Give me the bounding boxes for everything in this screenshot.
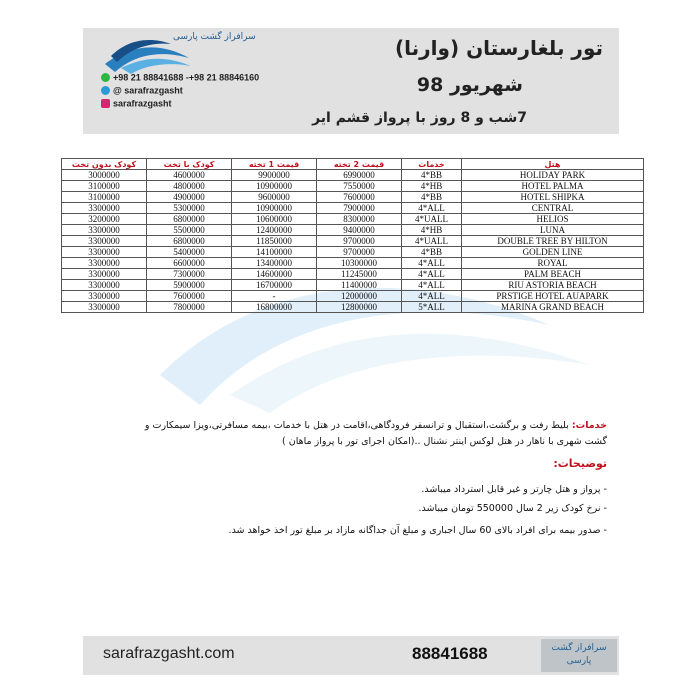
table-cell: 6800000 — [147, 214, 232, 225]
hotel-name-cell: GOLDEN LINE — [462, 247, 644, 258]
hotel-name-cell: RIU ASTORIA BEACH — [462, 280, 644, 291]
table-cell: 3300000 — [62, 247, 147, 258]
table-cell: 5300000 — [147, 203, 232, 214]
phone-numbers: +98 21 88841688 -+98 21 88846160 — [113, 72, 260, 83]
table-row — [62, 269, 644, 280]
table-cell: 12400000 — [232, 225, 317, 236]
table-cell: 6990000 — [317, 170, 402, 181]
telegram-icon — [101, 86, 110, 95]
hotel-rates-table — [61, 158, 644, 313]
table-cell: 16700000 — [232, 280, 317, 291]
table-cell: 9700000 — [317, 247, 402, 258]
table-cell: 13400000 — [232, 258, 317, 269]
table-row — [62, 302, 644, 313]
table-cell: 10300000 — [317, 258, 402, 269]
table-row — [62, 192, 644, 203]
table-cell: 3300000 — [62, 203, 147, 214]
table-cell: 14600000 — [232, 269, 317, 280]
whatsapp-icon — [101, 73, 110, 82]
table-cell: 5500000 — [147, 225, 232, 236]
table-cell: 4*BB — [402, 170, 462, 181]
page-subtitle: شهریور 98 — [416, 74, 523, 96]
table-cell: 9900000 — [232, 170, 317, 181]
table-cell: 3300000 — [62, 280, 147, 291]
table-cell: 7900000 — [317, 203, 402, 214]
table-cell: 7550000 — [317, 181, 402, 192]
table-cell: - — [232, 291, 317, 302]
table-row — [62, 203, 644, 214]
table-row — [62, 258, 644, 269]
table-cell: 3100000 — [62, 181, 147, 192]
hotel-name-cell: HOTEL SHIPKA — [462, 192, 644, 203]
table-cell: 3300000 — [62, 258, 147, 269]
table-cell: 3300000 — [62, 225, 147, 236]
hotel-name-cell: LUNA — [462, 225, 644, 236]
services-label: خدمات: — [571, 420, 607, 431]
table-cell: 4*ALL — [402, 203, 462, 214]
table-cell: 9400000 — [317, 225, 402, 236]
table-cell: 4800000 — [147, 181, 232, 192]
table-row — [62, 280, 644, 291]
table-cell: 5900000 — [147, 280, 232, 291]
table-cell: 14100000 — [232, 247, 317, 258]
services-line-2: گشت شهری با ناهار در هتل لوکس اینتر نشنال ..(امکان اجرای تور با پرواز ماهان ) — [282, 436, 607, 447]
column-header: کودک بدون تخت — [62, 159, 147, 170]
hotel-name-cell: ROYAL — [462, 258, 644, 269]
table-cell: 4*UALL — [402, 214, 462, 225]
table-cell: 4*HB — [402, 181, 462, 192]
phone-line — [101, 72, 321, 83]
table-cell: 3000000 — [62, 170, 147, 181]
table-cell: 9700000 — [317, 236, 402, 247]
hotel-name-cell: DOUBLE TREE BY HILTON — [462, 236, 644, 247]
table-cell: 10600000 — [232, 214, 317, 225]
services-section — [95, 418, 607, 450]
column-header: قیمت 2 تخته — [317, 159, 402, 170]
website-link[interactable]: sarafrazgasht.com — [103, 645, 235, 662]
table-cell: 3100000 — [62, 192, 147, 203]
hotel-name-cell: HOLIDAY PARK — [462, 170, 644, 181]
table-cell: 5*ALL — [402, 302, 462, 313]
table-cell: 3300000 — [62, 269, 147, 280]
table-header-row — [62, 159, 644, 170]
table-cell: 7600000 — [317, 192, 402, 203]
table-cell: 7300000 — [147, 269, 232, 280]
header-banner — [83, 28, 619, 134]
hotel-name-cell: HOTEL PALMA — [462, 181, 644, 192]
table-cell: 6800000 — [147, 236, 232, 247]
hotel-name-cell: MARINA GRAND BEACH — [462, 302, 644, 313]
table-cell: 4900000 — [147, 192, 232, 203]
table-cell: 6600000 — [147, 258, 232, 269]
table-cell: 9600000 — [232, 192, 317, 203]
instagram-line — [101, 98, 321, 109]
table-cell: 4*BB — [402, 192, 462, 203]
column-header: قیمت 1 تخته — [232, 159, 317, 170]
table-cell: 4*HB — [402, 225, 462, 236]
table-cell: 4*ALL — [402, 269, 462, 280]
table-cell: 4600000 — [147, 170, 232, 181]
services-text: بلیط رفت و برگشت،استقبال و ترانسفر فرودگاهی،اقامت در هتل با خدمات ،بیمه مسافرتی،ویزا سیمکارت و — [144, 420, 569, 431]
footer-bar — [83, 636, 619, 675]
hotel-name-cell: CENTRAL — [462, 203, 644, 214]
table-cell: 10900000 — [232, 203, 317, 214]
instagram-icon — [101, 99, 110, 108]
table-cell: 11400000 — [317, 280, 402, 291]
table-row — [62, 214, 644, 225]
instagram-handle: sarafrazgasht — [113, 98, 172, 109]
note-item: - نرخ کودک زیر 2 سال 550000 تومان میباشد. — [418, 503, 607, 514]
services-line-1 — [95, 418, 607, 434]
table-cell: 3300000 — [62, 291, 147, 302]
notes-title: توضیحات: — [553, 457, 607, 470]
table-cell: 11850000 — [232, 236, 317, 247]
note-item: - صدور بیمه برای افراد بالای 60 سال اجباری و مبلغ آن جداگانه مازاد بر مبلغ تور اخذ خواهد شد. — [228, 525, 607, 536]
table-cell: 4*BB — [402, 247, 462, 258]
note-item: - پرواز و هتل چارتر و غیر قابل استرداد میباشد. — [421, 484, 607, 495]
footer-logo: سرافراز گشت پارسی — [541, 639, 617, 672]
page-title: تور بلغارستان (وارنا) — [395, 36, 603, 60]
hotel-name-cell: PALM BEACH — [462, 269, 644, 280]
table-row — [62, 247, 644, 258]
table-row — [62, 236, 644, 247]
table-cell: 4*ALL — [402, 258, 462, 269]
table-row — [62, 291, 644, 302]
column-header: خدمات — [402, 159, 462, 170]
telegram-line — [101, 85, 321, 96]
table-cell: 11245000 — [317, 269, 402, 280]
table-row — [62, 225, 644, 236]
table-cell: 3300000 — [62, 302, 147, 313]
brand-logo-text: سرافراز گشت پارسی — [173, 32, 256, 42]
telegram-handle: @ sarafrazgasht — [113, 85, 183, 96]
table-cell: 3200000 — [62, 214, 147, 225]
table-cell: 12000000 — [317, 291, 402, 302]
trip-duration: 7شب و 8 روز با پرواز قشم ایر — [312, 110, 527, 126]
table-cell: 3300000 — [62, 236, 147, 247]
table-cell: 4*UALL — [402, 236, 462, 247]
table-cell: 16800000 — [232, 302, 317, 313]
hotel-name-cell: PRSTIGE HOTEL AUAPARK — [462, 291, 644, 302]
table-row — [62, 181, 644, 192]
hotel-name-cell: HELIOS — [462, 214, 644, 225]
table-cell: 4*ALL — [402, 280, 462, 291]
table-cell: 8300000 — [317, 214, 402, 225]
column-header: کودک با تخت — [147, 159, 232, 170]
table-cell: 7800000 — [147, 302, 232, 313]
column-header: هتل — [462, 159, 644, 170]
footer-phone: 88841688 — [412, 644, 488, 663]
table-cell: 12800000 — [317, 302, 402, 313]
table-cell: 10900000 — [232, 181, 317, 192]
table-cell: 5400000 — [147, 247, 232, 258]
table-cell: 7600000 — [147, 291, 232, 302]
table-cell: 4*ALL — [402, 291, 462, 302]
table-row — [62, 170, 644, 181]
